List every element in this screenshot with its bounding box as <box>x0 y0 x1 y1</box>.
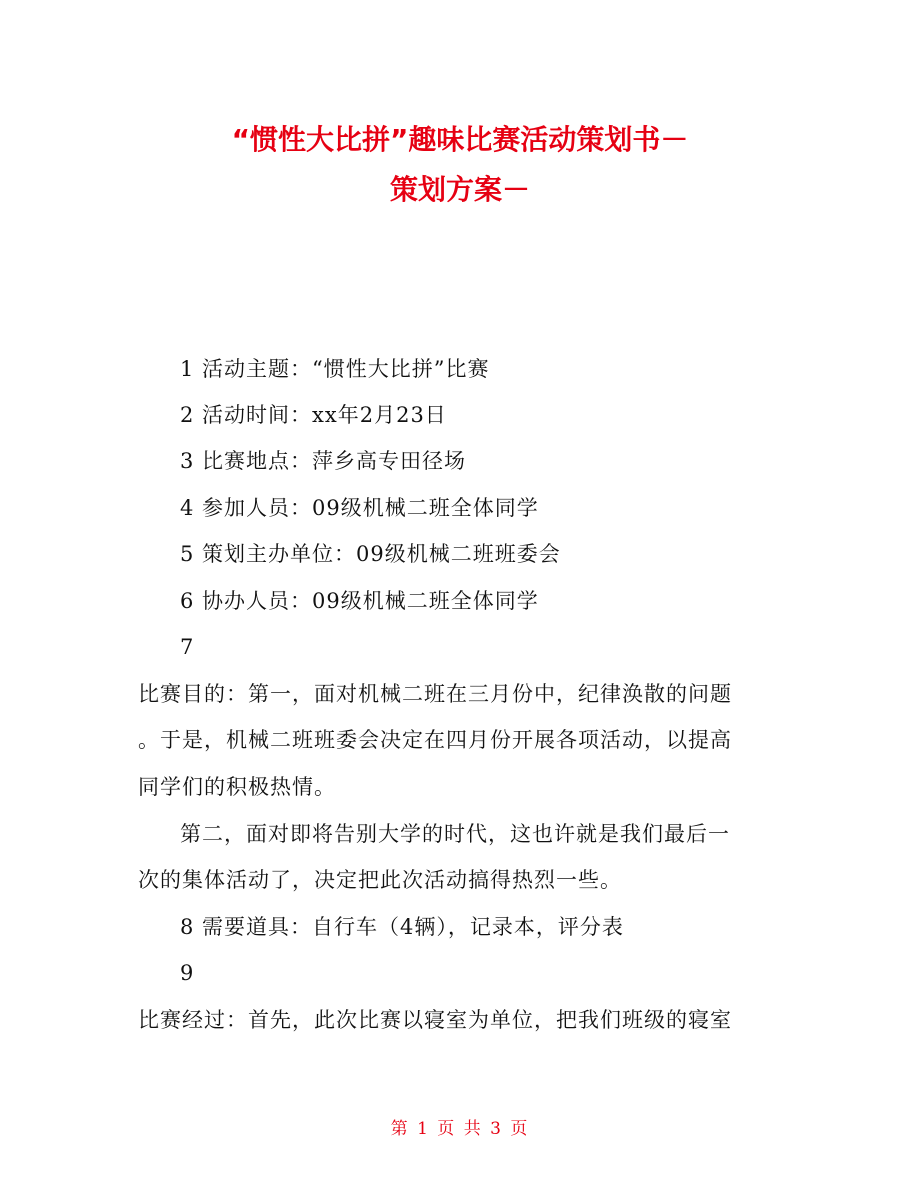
item-activity-theme: 1 活动主题：“惯性大比拼”比赛 <box>180 357 490 381</box>
item-co-organizer: 6 协办人员：09级机械二班全体同学 <box>180 589 539 613</box>
item-number-9: 9 <box>180 961 195 985</box>
page-footer: 第 1 页 共 3 页 <box>390 1119 530 1139</box>
second-line-1: 第二，面对即将告别大学的时代，这也许就是我们最后一 <box>180 822 730 846</box>
item-venue: 3 比赛地点：萍乡高专田径场 <box>180 449 467 473</box>
second-line-2: 次的集体活动了，决定把此次活动搞得热烈一些。 <box>138 868 622 892</box>
item-organizer: 5 策划主办单位：09级机械二班班委会 <box>180 542 561 566</box>
purpose-line-3: 同学们的积极热情。 <box>138 775 336 799</box>
item-participants: 4 参加人员：09级机械二班全体同学 <box>180 496 539 520</box>
document-title-line-1: “惯性大比拼”趣味比赛活动策划书－ <box>231 123 689 156</box>
item-number-7: 7 <box>180 635 195 659</box>
item-props: 8 需要道具：自行车（4辆），记录本，评分表 <box>180 915 624 939</box>
item-activity-time: 2 活动时间：xx年2月23日 <box>180 403 447 427</box>
purpose-line-1: 比赛目的：第一，面对机械二班在三月份中，纪律涣散的问题 <box>138 682 732 706</box>
document-title-line-2: 策划方案－ <box>389 173 530 206</box>
purpose-line-2: 。于是，机械二班班委会决定在四月份开展各项活动，以提高 <box>138 728 732 752</box>
process-line-1: 比赛经过：首先，此次比赛以寝室为单位，把我们班级的寝室 <box>138 1008 732 1032</box>
